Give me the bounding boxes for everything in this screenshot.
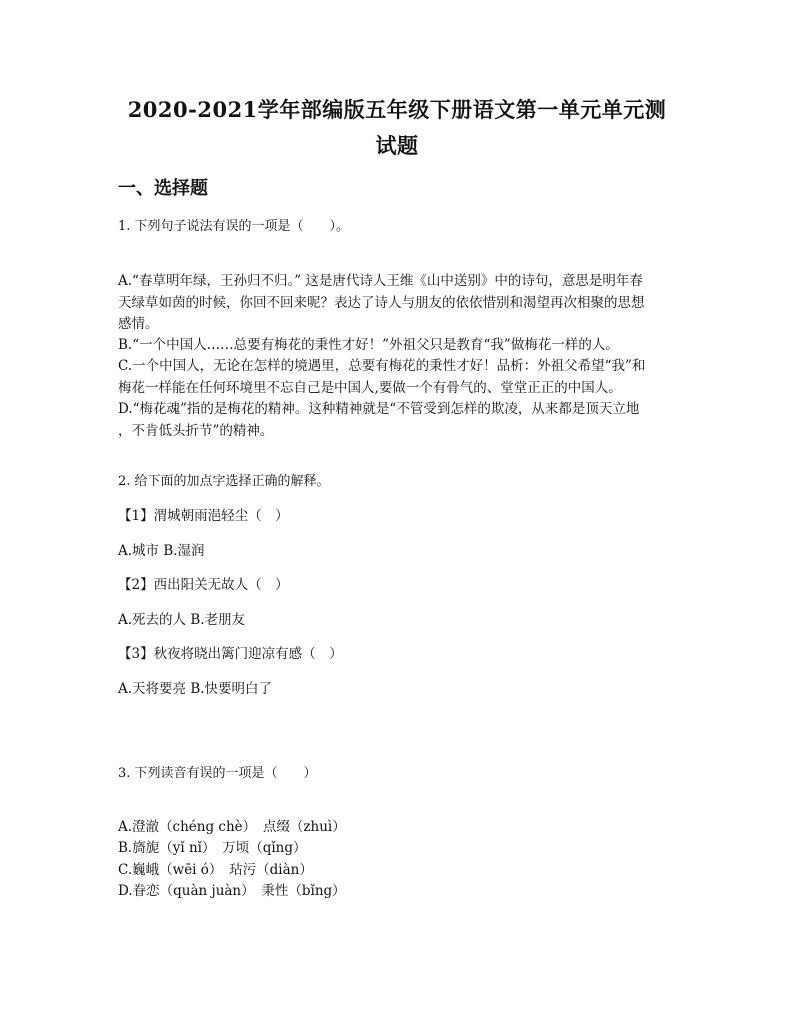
question-1-option-d-line-1: D.“梅花魂”指的是梅花的精神。这种精神就是“不管受到怎样的欺凌，从来都是顶天立地 [118,401,640,417]
question-1-option-a-line-3: 感情。 [118,316,159,332]
question-2-item-2: 【2】西出阳关无故人（ ） [118,577,289,593]
question-3-stem: 3. 下列读音有误的一项是（ ） [118,766,317,781]
question-1-option-a-line-2: 天绿草如茵的时候，你回不回来呢？表达了诗人与朋友的依依惜别和渴望再次相聚的思想 [118,295,645,311]
question-2-stem: 2. 给下面的加点字选择正确的解释。 [118,474,330,489]
question-2-item-1-options: A.城市 B.湿润 [118,543,205,559]
document-title [100,92,694,164]
question-3-option-b: B.旖旎（yǐ nǐ） 万顷（qǐng） [118,840,307,856]
title-line-1: 2020-2021学年部编版五年级下册语文第一单元单元测 [127,97,667,122]
section-heading-choice: 一、选择题 [118,178,208,199]
question-1-option-d-line-2: ，不肯低头折节”的精神。 [118,423,274,439]
question-2-item-3-options: A.天将要亮 B.快要明白了 [118,681,273,697]
title-line-2: 试题 [375,133,419,158]
question-1-stem: 1. 下列句子说法有误的一项是（ ）。 [118,219,350,234]
question-3-option-a: A.澄澈（chéng chè） 点缀（zhuì） [118,819,346,835]
question-1-option-c-line-2: 梅花一样能在任何环境里不忘自己是中国人,要做一个有骨气的、堂堂正正的中国人。 [118,380,622,396]
question-2-item-1: 【1】渭城朝雨浥轻尘（ ） [118,508,289,524]
question-1-option-b: B.“一个中国人……总要有梅花的秉性才好！”外祖父只是教育“我”做梅花一样的人。 [118,337,619,353]
question-2-item-2-options: A.死去的人 B.老朋友 [118,612,246,628]
question-3-option-c: C.巍峨（wēi ó） 玷污（diàn） [118,862,313,878]
question-2-item-3: 【3】秋夜将晓出篱门迎凉有感（ ） [118,646,343,662]
question-1-option-c-line-1: C.一个中国人，无论在怎样的境遇里，总要有梅花的秉性才好！品析：外祖父希望“我”和 [118,358,646,374]
question-3-option-d: D.眷恋（quàn juàn） 秉性（bǐng） [118,883,346,899]
question-1-option-a-line-1: A.“春草明年绿，王孙归不归。” 这是唐代诗人王维《山中送别》中的诗句，意思是明年春 [118,273,643,289]
